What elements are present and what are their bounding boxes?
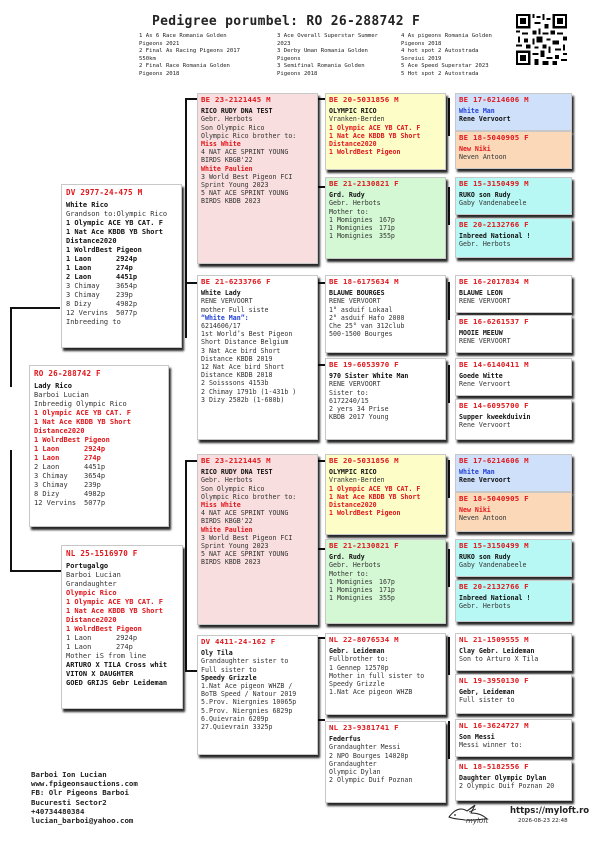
pedigree-line: 6.Quievrain 6209p [201,714,269,723]
pedigree-card-sdds[interactable] [455,358,572,396]
pedigree-card-dddd[interactable] [455,760,572,801]
pedigree-line: Messi winner to: [459,741,523,750]
pigeon-name: Gebr. Leideman [329,647,385,656]
breeder-contact: Barboi Ion Lucian www.fpigeonsauctions.com FB: Olr Pigeons Barboi Bucuresti Sector2 +40734480384 lucian_barboi@yahoo.com [31,770,138,826]
race-result: 1 Momignies 355p [329,232,395,241]
pigeon-name: Clay Gebr. Leideman [459,647,535,656]
pedigree-card-dam-dam[interactable] [197,635,318,755]
pedigree-line: 2 Olympic Duif Poznan 20 [459,782,555,791]
pedigree-card-ddds[interactable] [455,719,572,757]
connector-line [10,570,66,572]
pedigree-line: Grandaughter [66,580,117,588]
race-result: 1 Laon 2924p [34,445,106,453]
pedigree-line: 1 Nat Ace KBDB YB Short [329,131,421,140]
pedigree-card-dds[interactable] [325,633,446,715]
pedigree-line: Short Distance Belgium [201,338,289,347]
pedigree-line: 1 Olympic ACE YB CAT. F [34,409,131,417]
pedigree-card-dam[interactable] [61,545,183,709]
pedigree-line: 1.Nat Ace pigeon WHZB / [201,682,293,691]
connector-line [448,721,450,759]
connector-line [448,98,450,136]
ring-number: BE 21-2130821 F [329,541,399,550]
ring-number: BE 17-6214606 M [459,95,529,104]
ring-number: DV 2977-24-475 M [66,188,143,197]
pedigree-line: Distance2020 [329,140,377,149]
race-result: 1 Laon 2924p [66,634,138,642]
pedigree-card-sddd[interactable] [455,399,572,440]
connector-line [448,637,450,675]
pigeon-name: Son Messi [459,733,495,742]
pedigree-line: 1 Gennep 12570p [329,663,389,672]
pigeon-name: Inbreed National ! [459,232,531,241]
ring-number: BE 18-5040905 F [459,494,529,503]
pedigree-line: Gebr. Herbots [201,476,253,485]
pedigree-line: 5.Prov. Niergnies 6829p [201,706,293,715]
pedigree-line: 1 Nat Ace KBDB YB Short [329,492,421,501]
connector-line [10,307,12,387]
pedigree-line: Son Olympic Rico [201,484,265,493]
pedigree-line: Gebr. Herbots [459,602,511,611]
pedigree-line: 2 NPO Bourges 14020p [329,751,409,760]
pedigree-line: 1.Nat Ace pigeon WHZB [329,688,413,697]
pedigree-line: Olympic Rico [66,589,117,597]
race-result: 1 Momignies 355p [329,594,395,603]
pedigree-card-dsdd[interactable] [455,580,572,622]
pedigree-line: Miss White [201,501,241,510]
pedigree-card-dsd[interactable] [325,539,446,624]
pedigree-line: 1 WolrdBest Pigeon [66,246,142,254]
pigeon-name: Grd. Rudy [329,191,365,200]
pedigree-line: Grandson to:Olympic Rico [66,210,168,218]
race-result: 3 Chimay 3654p [34,472,106,480]
qr-code-icon [516,14,567,65]
pedigree-line: Sister to: [329,388,369,397]
pedigree-card-sdsd[interactable] [455,315,572,353]
pedigree-card-ddss[interactable] [455,633,572,671]
connector-line [185,460,187,672]
pigeon-name: Gebr, Leideman [459,688,515,697]
pedigree-line: Gebr. Herbots [459,240,511,249]
pedigree-line: 1 WolrdBest Pigeon [66,625,142,633]
pigeon-name: Grd. Rudy [329,553,365,562]
pedigree-card-dam-sire[interactable] [197,454,318,625]
pigeon-name: 970 Sister White Man [329,372,409,381]
connector-line [448,282,450,320]
pedigree-line: 12 Nat Ace bird Short [201,363,285,372]
pedigree-line: 3 World Best Pigeon FCI [201,533,293,542]
race-result: 3 Chimay 239p [66,291,133,299]
pedigree-line: Mother iS from line [66,652,147,660]
pedigree-line: Speedy Grizzle [329,680,385,689]
pedigree-line: Grandaughter sister to [201,657,289,666]
pedigree-line: 1 Olympic ACE YB CAT. F [66,219,163,227]
pedigree-line: “White Man”: [201,313,249,322]
pedigree-line: Distance KBDB 2019 [201,354,273,363]
pigeon-name: Daughter Olympic Dylan [459,774,547,783]
ring-number: BE 14-6140411 M [459,360,529,369]
ring-number: BE 21-6233766 F [201,277,271,286]
pedigree-card-sire[interactable] [61,184,182,348]
pedigree-line: RENE VERVOORT [201,297,253,306]
pedigree-card-ssd[interactable] [325,177,446,259]
pedigree-card-ddsd[interactable] [455,674,572,714]
pedigree-line: Inbreeding to [66,318,121,326]
pedigree-line: Son Olympic Rico [201,123,265,132]
page-title: Pedigree porumbel: RO 26-288742 F [152,14,421,29]
pedigree-line: 1 Olympic ACE YB CAT. F [329,123,421,132]
pedigree-line: Grandaughter [329,759,377,768]
pedigree-line: Gaby Vandenabeele [459,199,527,208]
ring-number: BE 14-6095700 F [459,401,529,410]
pedigree-line: KBDB 2017 Young [329,413,389,422]
pigeon-name: Supper kweekduivin [459,413,531,422]
pedigree-line: BIRDS KBGB'22 [201,517,253,526]
pigeon-name: White Lady [201,289,241,298]
race-result: 12 Vervins 5077p [66,309,138,317]
race-result: 8 Dizy 4982p [34,490,106,498]
ring-number: NL 19-3950130 F [459,676,529,685]
pedigree-card-sssd[interactable] [455,131,572,169]
pedigree-line: Grandaughter Messi [329,743,401,752]
ring-number: BE 18-5040905 F [459,133,529,142]
ring-number: NL 16-3624727 M [459,721,529,730]
pedigree-line: Distance2020 [66,237,117,245]
pedigree-card-sds[interactable] [325,275,446,353]
pedigree-card-ssss[interactable] [455,93,572,131]
race-result: 1 Momignies 171p [329,586,395,595]
pedigree-line: 2° asduif Hafo 2000 [329,313,405,322]
ring-number: BE 23-2121445 M [201,456,271,465]
pedigree-line: 3 Dizy 2582b (1-680b) [201,395,285,404]
pedigree-line: Mother to: [329,569,369,578]
pigeon-name: Goede Witte [459,372,503,381]
ring-number: DV 4411-24-162 F [201,637,276,646]
pedigree-line: BoTB Speed / Natour 2019 [201,690,297,699]
pedigree-line: 5.Prov. Niergnies 10065p [201,698,297,707]
pedigree-line: GOED GRIJS Gebr Leideman [66,679,168,687]
pedigree-line: Olympic Rico brother to: [201,131,297,140]
pedigree-card-dss[interactable] [325,454,446,535]
connector-line [448,187,450,225]
race-result: 1 Laon 2924p [66,255,138,263]
pedigree-line: Rene Vervoort [459,476,511,485]
ring-number: BE 20-2132766 F [459,582,529,591]
ring-number: BE 16-6261537 F [459,317,529,326]
pigeon-name: New Niki [459,145,491,154]
pigeon-name: RUKO son Rudy [459,553,511,562]
ring-number: BE 18-6175634 M [329,277,399,286]
pedigree-card-ddd[interactable] [325,721,446,803]
pigeon-name: BLAUWE LEON [459,289,503,298]
pedigree-line: RENE VERVOORT [459,297,511,306]
pedigree-line: Gaby Vandenabeele [459,561,527,570]
pigeon-name: RICO RUDY DNA TEST [201,468,273,477]
race-result: 3 Chimay 239p [34,481,101,489]
pigeon-name: RUKO son Rudy [459,191,511,200]
pigeon-name: MOOIE MEEUW [459,329,503,338]
connector-line [185,98,187,338]
ring-number: NL 18-5182556 F [459,762,529,771]
ring-number: BE 15-3150499 M [459,541,529,550]
pedigree-line: Mother in full sister to [329,671,425,680]
pedigree-line: 1 Olympic ACE YB CAT. F [329,484,421,493]
logo-text: myloft [466,817,489,825]
pigeon-name: Federfus [329,735,361,744]
achievements-column-3: 4 As pigeons Romania Golden Pigeons 2018 4 hot spot 2 Autostrada Soreiui 2019 5 Ace Speed Superstar 2023 5 Hot spot 2 Autostrada [401,33,492,77]
pigeon-name: BLAUWE BOURGES [329,289,385,298]
race-result: 1 Laon 274p [66,643,133,651]
pedigree-line: RENE VERVOORT [459,337,511,346]
ring-number: NL 25-1516970 F [66,549,138,558]
pedigree-line: Neven Antoon [459,514,507,523]
pedigree-card-sdss[interactable] [455,275,572,313]
pedigree-line: Son to Arturo X Tila [459,655,539,664]
pedigree-line: Speedy Grizzle [201,673,257,682]
pedigree-line: RENE VERVOORT [329,297,381,306]
ring-number: NL 23-9381741 F [329,723,399,732]
pedigree-line: Sprint Young 2023 [201,181,269,190]
pedigree-line: Rene Vervoort [459,421,511,430]
pedigree-line: 4 NAT ACE SPRINT YOUNG [201,509,289,518]
pedigree-line: BIRDS KBDB 2023 [201,558,261,567]
ring-number: BE 23-2121445 M [201,95,271,104]
ring-number: BE 21-2130821 F [329,179,399,188]
ring-number: RO 26-288742 F [34,369,101,378]
pedigree-line: Olympic Rico brother to: [201,492,297,501]
pedigree-line: 1 WolrdBest Pigeon [34,436,110,444]
pedigree-card-sss[interactable] [325,93,446,170]
ring-number: BE 20-2132766 F [459,220,529,229]
ring-number: NL 22-8076534 M [329,635,399,644]
pedigree-line: Barboi Lucian [66,571,121,579]
pigeon-name: Inbreed National ! [459,594,531,603]
race-result: 1 Momignies 167p [329,577,395,586]
pedigree-line: Mother to: [329,207,369,216]
pedigree-line: Neven Antoon [459,153,507,162]
pedigree-line: 3 World Best Pigeon FCI [201,172,293,181]
pedigree-line: Full sister to [459,696,515,705]
pedigree-line: 1st World’s Best Pigeon [201,330,293,339]
pedigree-card-dsss[interactable] [455,454,572,492]
race-result: 2 Laon 4451p [34,463,106,471]
pedigree-line: 1 Olympic ACE YB CAT. F [66,598,163,606]
race-result: 8 Dizy 4982p [66,300,138,308]
pigeon-name: White Rico [66,201,109,209]
pedigree-line: 1 Nat Ace KBDB YB Short [66,228,163,236]
pedigree-line: Rene Vervoort [459,380,511,389]
pedigree-line: RENE VERVOORT [329,380,381,389]
achievements-column-2: 3 Ace Overall Superstar Summer 2023 3 Derby Uman Romania Golden Pigeons 3 Semifinal Romania Golden Pigeons 2018 [277,33,379,77]
pedigree-card-dsds[interactable] [455,539,572,577]
achievements-column-1: 1 As 6 Race Romania Golden Pigeons 2021 2 Final As Racing Pigeons 2017 550km 2 Final Race Romania Golden Pigeons 2018 [139,33,241,77]
race-result: 1 Laon 274p [34,454,101,462]
pigeon-name: White Man [459,107,495,116]
pedigree-card-dssd[interactable] [455,492,572,532]
site-link[interactable]: https://myloft.ro [510,806,590,816]
pedigree-line: 2 yers 34 Prise [329,405,389,414]
pedigree-card-sire-sire[interactable] [197,93,318,264]
ring-number: NL 21-1509555 M [459,635,529,644]
pedigree-line: mother Full siste [201,305,269,314]
pedigree-line: 1 WolrdBest Pigeon [329,148,401,157]
pedigree-line: 27.Quievrain 3325p [201,723,273,732]
pedigree-line: 2 Soisssons 4153b [201,379,269,388]
pedigree-line: Distance KBDB 2018 [201,371,273,380]
pedigree-line: Gebr. Herbots [329,561,381,570]
pigeon-name: RICO RUDY DNA TEST [201,107,273,116]
pedigree-line: BIRDS KBDB 2023 [201,197,261,206]
ring-number: BE 20-5031856 M [329,95,399,104]
race-result: 3 Chimay 3654p [66,282,138,290]
ring-number: BE 16-2017834 M [459,277,529,286]
pedigree-line: 6214606/17 [201,322,241,331]
pedigree-line: ARTURO X TILA Cross whit [66,661,168,669]
pedigree-line: Gebr. Herbots [329,199,381,208]
pigeon-name: Oly Tila [201,649,233,658]
pedigree-card-ssdd[interactable] [455,218,572,258]
pedigree-card-sdd[interactable] [325,358,446,440]
pedigree-line: Vranken-Berden [329,115,385,124]
pedigree-line: Distance2020 [329,501,377,510]
race-result: 2 Laon 4451p [66,273,138,281]
pedigree-line: Miss White [201,140,241,149]
connector-line [10,307,60,309]
pigeon-name: Portugalgo [66,562,109,570]
ring-number: BE 20-5031856 M [329,456,399,465]
pedigree-line: 4 NAT ACE SPRINT YOUNG [201,148,289,157]
pedigree-line: 500-1500 Bourges [329,330,393,339]
pedigree-line: 3 Nat Ace bird Short [201,346,281,355]
pedigree-line: Inbreedig Olympic Rico [34,400,127,408]
race-result: 12 Vervins 5077p [34,499,106,507]
pedigree-line: Full sister to [201,665,257,674]
pedigree-line: Distance2020 [34,427,85,435]
pedigree-line: 5 NAT ACE SPRINT YOUNG [201,550,289,559]
pedigree-line: Distance2020 [66,616,117,624]
connector-line [10,450,12,570]
pedigree-line: 2 Chimay 1791b (1-431b ) [201,387,297,396]
pedigree-line: 1 WolrdBest Pigeon [329,509,401,518]
pedigree-line: 1 Nat Ace KBDB YB Short [66,607,163,615]
pigeon-name: New Niki [459,506,491,515]
ring-number: BE 19-6053970 F [329,360,399,369]
connector-line [448,460,450,498]
race-result: 1 Laon 274p [66,264,133,272]
pedigree-line: Che 25° van 312club [329,322,405,331]
pedigree-line: Rene Vervoort [459,115,511,124]
ring-number: BE 15-3150499 M [459,179,529,188]
pedigree-line: 1 Nat Ace KBDB YB Short [34,418,131,426]
ring-number: BE 17-6214606 M [459,456,529,465]
pedigree-line: 2 Olympic Duif Poznan [329,776,413,785]
pedigree-line: Sprint Young 2023 [201,542,269,551]
pedigree-line: BIRDS KBGB'22 [201,156,253,165]
print-date: 2026-08-23 22:48 [518,818,568,824]
pedigree-line: White Paulien [201,164,253,173]
pedigree-line: 1° asduif Lokaal [329,305,393,314]
pedigree-line: 6172240/15 [329,396,369,405]
pigeon-name: OLYMPIC RICO [329,468,377,477]
pedigree-line: White Paulien [201,525,253,534]
connector-line [448,365,450,403]
race-result: 1 Momignies 171p [329,224,395,233]
pedigree-line: Vranken-Berden [329,476,385,485]
pigeon-name: Lady Rico [34,382,72,390]
pedigree-line: 5 NAT ACE SPRINT YOUNG [201,189,289,198]
pedigree-card-ssds[interactable] [455,177,572,215]
pedigree-card-subject[interactable] [29,365,169,527]
pigeon-name: White Man [459,468,495,477]
pedigree-line: Barboi Lucian [34,391,89,399]
pedigree-card-sire-dam[interactable] [197,275,318,440]
pigeon-name: OLYMPIC RICO [329,107,377,116]
connector-line [448,549,450,587]
pedigree-line: Gebr. Herbots [201,115,253,124]
race-result: 1 Momignies 167p [329,215,395,224]
pedigree-line: Fullbrother to: [329,655,389,664]
pedigree-line: VITON X DAUGHTER [66,670,134,678]
pedigree-line: Olympic Dylan [329,768,381,777]
